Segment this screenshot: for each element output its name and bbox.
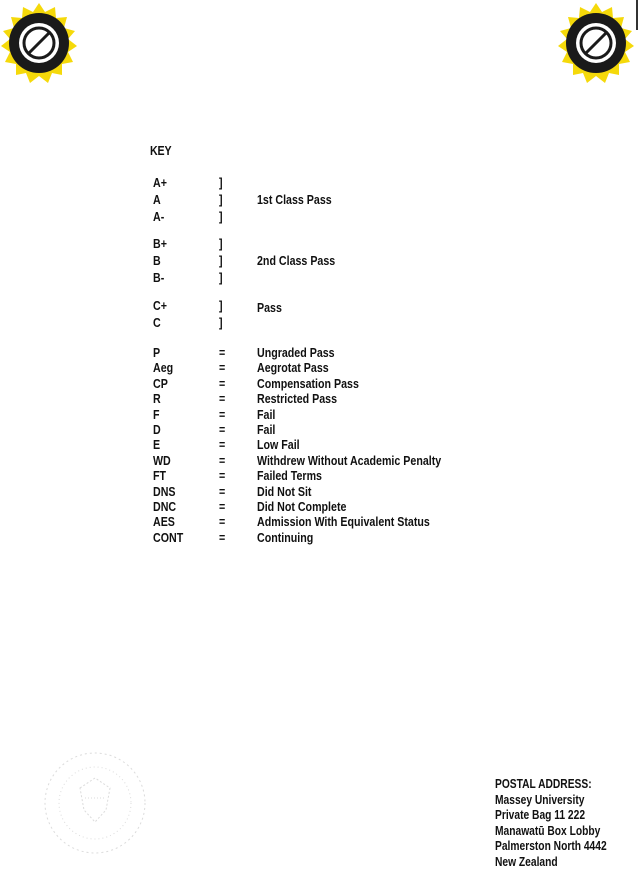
postal-line: Massey University: [495, 792, 585, 807]
bracket-symbol: ]: [219, 253, 223, 268]
abbreviation-code: CONT: [153, 529, 184, 545]
bracket-symbol: ]: [219, 192, 223, 207]
grade-code: B+: [153, 236, 167, 251]
equals-symbol: =: [219, 468, 226, 484]
equals-symbol: =: [219, 437, 226, 453]
grade-code: A-: [153, 209, 165, 224]
abbreviation-meaning: Compensation Pass: [257, 375, 359, 391]
class-label-second: 2nd Class Pass: [257, 253, 336, 268]
abbreviation-code: F: [153, 406, 160, 422]
class-label-first: 1st Class Pass: [257, 192, 332, 207]
equals-symbol: =: [219, 514, 226, 530]
abbreviation-code: D: [153, 421, 161, 437]
abbreviation-code: FT: [153, 468, 167, 484]
key-title: KEY: [150, 143, 172, 158]
abbreviation-code: AES: [153, 514, 175, 530]
postal-line: Palmerston North 4442: [495, 839, 607, 854]
abbreviation-meaning: Aegrotat Pass: [257, 360, 329, 376]
abbreviation-meaning: Fail: [257, 406, 276, 422]
abbreviation-code: P: [153, 345, 161, 360]
postal-address: [495, 777, 631, 871]
grade-code: B: [153, 253, 161, 268]
grade-code: B-: [153, 270, 165, 285]
bracket-symbol: ]: [219, 209, 223, 224]
abbreviation-code: WD: [153, 452, 171, 468]
equals-symbol: =: [219, 391, 226, 407]
abbreviation-meaning: Withdrew Without Academic Penalty: [257, 452, 442, 468]
abbreviation-meaning: Low Fail: [257, 437, 300, 453]
equals-symbol: =: [219, 483, 226, 499]
equals-symbol: =: [219, 360, 226, 376]
bracket-symbol: ]: [219, 298, 223, 313]
grade-code: C: [153, 315, 161, 330]
grade-code: A+: [153, 175, 167, 190]
equals-symbol: =: [219, 498, 226, 514]
equals-symbol: =: [219, 529, 226, 545]
bracket-symbol: ]: [219, 236, 223, 251]
abbreviation-code: R: [153, 391, 161, 407]
pdf-xchange-stamp-right[interactable]: [555, 2, 637, 84]
abbreviation-meaning: Did Not Complete: [257, 498, 347, 514]
equals-symbol: =: [219, 375, 226, 391]
abbreviation-code: DNS: [153, 483, 176, 499]
postal-line: Private Bag 11 222: [495, 808, 586, 823]
bracket-symbol: ]: [219, 270, 223, 285]
abbreviation-meaning: Did Not Sit: [257, 483, 312, 499]
abbreviation-meaning: Ungraded Pass: [257, 345, 335, 360]
grade-code: C+: [153, 298, 167, 313]
grade-code: A: [153, 192, 161, 207]
pdf-xchange-stamp-left[interactable]: [0, 2, 80, 84]
abbreviation-code: DNC: [153, 498, 177, 514]
embossed-seal: [40, 748, 150, 858]
equals-symbol: =: [219, 452, 226, 468]
abbreviation-code: CP: [153, 375, 168, 391]
postal-heading: POSTAL ADDRESS:: [495, 777, 592, 791]
equals-symbol: =: [219, 406, 226, 422]
bracket-symbol: ]: [219, 315, 223, 330]
equals-symbol: =: [219, 421, 226, 437]
abbreviation-code: Aeg: [153, 360, 174, 376]
abbreviation-meaning: Failed Terms: [257, 468, 322, 484]
class-label-pass: Pass: [257, 300, 282, 315]
abbreviation-meaning: Fail: [257, 421, 276, 437]
abbreviation-meaning: Restricted Pass: [257, 391, 338, 407]
postal-line: New Zealand: [495, 854, 558, 869]
abbreviation-code: E: [153, 437, 161, 453]
abbreviation-meaning: Continuing: [257, 529, 314, 545]
abbreviation-meaning: Admission With Equivalent Status: [257, 514, 430, 530]
equals-symbol: =: [219, 345, 226, 360]
postal-line: Manawatū Box Lobby: [495, 823, 601, 838]
bracket-symbol: ]: [219, 175, 223, 190]
